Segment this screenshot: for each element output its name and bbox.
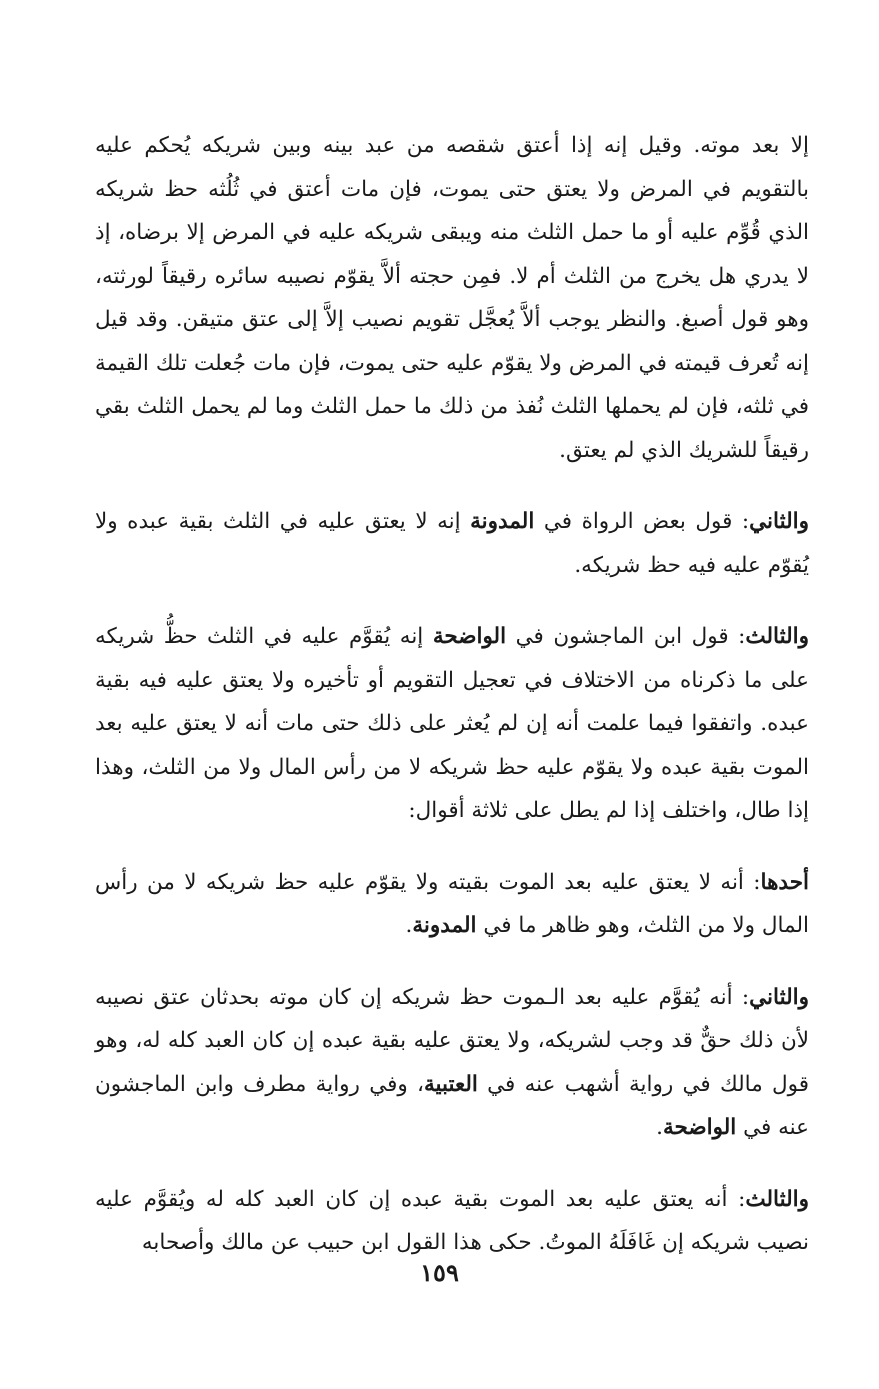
paragraph-6 xyxy=(95,1178,809,1265)
bold-term: أحدها xyxy=(760,869,809,895)
text-run: : أنه يعتق عليه بعد الموت بقية عبده إن كان العبد كله له ويُقوَّم عليه نصيب شريكه إن غَافَلَهُ الموتُ. حكى هذا القول ابن حبيب عن مالك وأصحابه xyxy=(95,1186,809,1255)
bold-term: المدونة xyxy=(412,913,477,938)
text-run: : قول بعض الرواة في xyxy=(534,509,750,534)
page-number: ١٥٩ xyxy=(420,1258,459,1287)
paragraph-5 xyxy=(95,976,809,1150)
text-run: : أنه لا يعتق عليه بعد الموت بقيته ولا يقوّم عليه حظ شريكه لا من رأس المال ولا من الثلث، وهو ظاهر ما في xyxy=(95,869,809,938)
paragraph-1 xyxy=(95,124,809,472)
text-run: : أنه يُقوَّم عليه بعد الـموت حظ شريكه إن كان موته بحدثان عتق نصيبه لأن ذلك حقٌّ قد وجب لشريكه، ولا يعتق عليه بقية عبده إن كان العبد كله له، وهو قول مالك في رواية أشهب عنه في xyxy=(95,984,809,1097)
bold-term: المدونة xyxy=(470,509,535,534)
bold-term: والثاني xyxy=(749,509,809,534)
bold-term: الواضحة xyxy=(432,624,507,649)
text-run: . xyxy=(405,913,413,938)
text-run: إنه لا يعتق عليه في الثلث بقية عبده ولا يُقوّم عليه فيه حظ شريكه. xyxy=(95,509,809,578)
text-run: إلا بعد موته. وقيل إنه إذا أعتق شقصه من عبد بينه وبين شريكه يُحكم عليه بالتقويم في المرض ولا يعتق حتى يموت، فإن مات أعتق في ثُلُثه حظ شريكه الذي قُوِّم عليه أو ما حمل الثلث منه ويبقى شريكه عليه في المرض إلا برضاه، إذ لا يدري هل يخرج من الثلث أم لا. فمِن حجته ألاَّ يقوّم نصيبه سائره رقيقاً لورثته، وهو قول أصبغ. والنظر يوجب ألاَّ يُعجَّل تقويم نصيب إلاَّ إلى عتق متيقن. وقد قيل إنه تُعرف قيمته في المرض ولا يقوّم عليه حتى يموت، فإن مات جُعلت تلك القيمة في ثلثه، فإن لم يحملها الثلث نُفذ من ذلك ما حمل الثلث وما لم يحمل الثلث بقي رقيقاً للشريك الذي لم يعتق. xyxy=(95,133,809,463)
text-run: إنه يُقوَّم عليه في الثلث حظُّ شريكه على ما ذكرناه من الاختلاف في تعجيل التقويم أو تأخيره ولا يعتق عليه فيه بقية عبده. واتفقوا فيما علمت أنه إن لم يُعثر على ذلك حتى مات أنه لا يعتق عليه بعد الموت بقية عبده ولا يقوّم عليه حظ شريكه لا من رأس المال ولا من الثلث، وهذا إذا طال، واختلف إذا لم يطل على ثلاثة أقوال: xyxy=(95,624,809,823)
text-run: . xyxy=(656,1115,663,1140)
bold-term: الواضحة xyxy=(663,1115,737,1140)
text-run: ، وفي رواية مطرف وابن الماجشون عنه في xyxy=(95,1071,809,1140)
bold-term: والثالث xyxy=(745,1186,809,1212)
bold-term: العتبية xyxy=(423,1071,478,1097)
paragraph-3 xyxy=(95,615,809,833)
paragraph-2 xyxy=(95,500,809,587)
bold-term: والثالث xyxy=(745,624,809,649)
paragraph-4 xyxy=(95,861,809,948)
bold-term: والثاني xyxy=(749,984,809,1010)
text-run: : قول ابن الماجشون في xyxy=(506,624,746,649)
